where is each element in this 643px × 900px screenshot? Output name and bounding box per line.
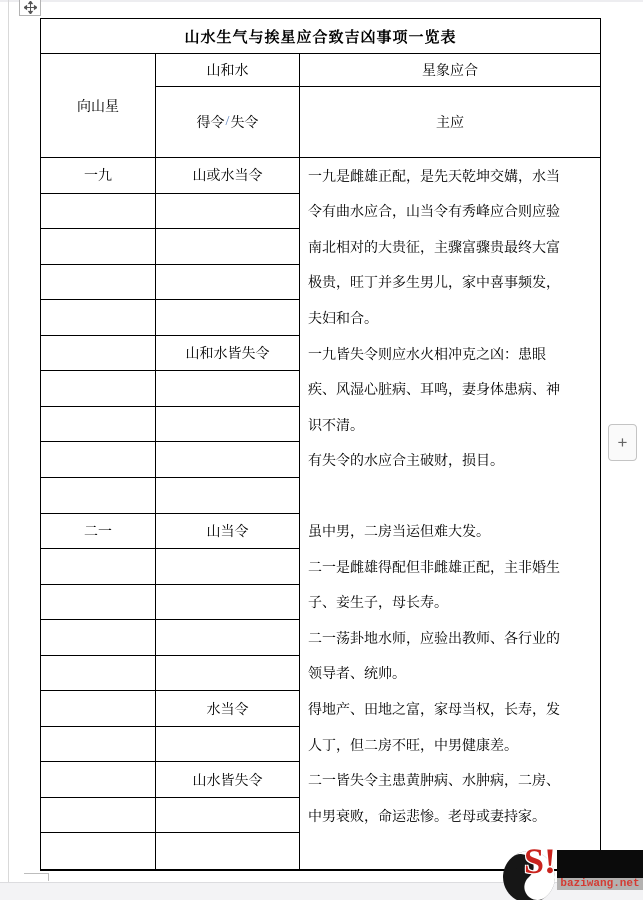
star-cell[interactable] xyxy=(41,656,155,692)
page-top-edge xyxy=(0,0,643,2)
star-cell[interactable] xyxy=(41,407,155,443)
header-xiangshanxing[interactable]: 向山星 xyxy=(41,54,156,157)
condition-cell[interactable] xyxy=(156,300,299,336)
description-line[interactable]: 一九是雌雄正配，是先天乾坤交媾，水当 xyxy=(308,169,560,185)
header-shanheshui[interactable]: 山和水 xyxy=(156,54,299,87)
header-zhuying[interactable]: 主应 xyxy=(436,116,464,132)
star-cell[interactable] xyxy=(41,300,155,336)
condition-cell[interactable]: 山和水皆失令 xyxy=(156,336,299,372)
description-line[interactable]: 夫妇和合。 xyxy=(308,312,378,328)
description-line[interactable]: 疾、风湿心脏病、耳鸣，妻身体患病、神 xyxy=(308,383,560,399)
table-move-handle[interactable] xyxy=(19,0,41,16)
watermark-bar xyxy=(557,850,643,878)
column-condition xyxy=(156,158,300,869)
star-cell[interactable] xyxy=(41,442,155,478)
condition-cell[interactable] xyxy=(156,194,299,230)
star-cell[interactable] xyxy=(41,691,155,727)
condition-cell[interactable] xyxy=(156,585,299,621)
star-cell[interactable] xyxy=(41,798,155,834)
description-line[interactable]: 二一是雌雄得配但非雌雄正配，主非婚生 xyxy=(308,560,560,576)
condition-cell[interactable]: 山当令 xyxy=(156,514,299,550)
column-description xyxy=(300,158,600,869)
condition-cell[interactable] xyxy=(156,442,299,478)
fengshui-table xyxy=(40,18,601,871)
condition-cell[interactable] xyxy=(156,656,299,692)
condition-cell[interactable] xyxy=(156,833,299,869)
condition-cell[interactable] xyxy=(156,620,299,656)
page-left-edge xyxy=(8,0,9,882)
header-col3 xyxy=(300,54,600,157)
star-cell[interactable] xyxy=(41,336,155,372)
header-deling-shiling[interactable] xyxy=(156,87,299,157)
description-line[interactable]: 识不清。 xyxy=(308,418,364,434)
condition-cell[interactable]: 山水皆失令 xyxy=(156,762,299,798)
header-col2 xyxy=(156,54,300,157)
description-line[interactable]: 中男衰败，命运悲惨。老母或妻持家。 xyxy=(308,809,546,825)
table-title[interactable]: 山水生气与挨星应合致吉凶事项一览表 xyxy=(41,19,600,54)
star-cell[interactable] xyxy=(41,549,155,585)
header-shiling: 失令 xyxy=(230,116,259,132)
star-cell[interactable] xyxy=(41,833,155,869)
description-line[interactable]: 一九皆失令则应水火相冲克之凶：患眼 xyxy=(308,347,546,363)
insert-plus-button[interactable]: + xyxy=(608,424,637,461)
header-slash: / xyxy=(225,114,230,130)
star-cell[interactable] xyxy=(41,371,155,407)
condition-cell[interactable] xyxy=(156,229,299,265)
condition-cell[interactable] xyxy=(156,798,299,834)
description-line[interactable]: 虽中男，二房当运但难大发。 xyxy=(308,525,490,541)
condition-cell[interactable] xyxy=(156,478,299,514)
description-line[interactable]: 有失令的水应合主破财，损目。 xyxy=(308,454,504,470)
table-header xyxy=(41,54,600,158)
description-line[interactable]: 二一荡卦地水师，应验出教师、各行业的 xyxy=(308,631,560,647)
star-cell[interactable] xyxy=(41,229,155,265)
description-line[interactable]: 得地产、田地之富，家母当权，长寿，发 xyxy=(308,703,560,719)
watermark xyxy=(498,841,643,900)
header-xingxiang[interactable]: 星象应合 xyxy=(300,54,600,87)
star-cell[interactable] xyxy=(41,620,155,656)
table-body xyxy=(41,158,600,869)
star-cell[interactable] xyxy=(41,194,155,230)
description-line[interactable]: 极贵，旺丁并多生男儿，家中喜事频发， xyxy=(308,276,560,292)
condition-cell[interactable] xyxy=(156,371,299,407)
description-line[interactable]: 二一皆失令主患黄肿病、水肿病，二房、 xyxy=(308,774,560,790)
margin-crop-mark xyxy=(24,873,49,881)
description-line[interactable]: 令有曲水应合，山当令有秀峰应合则应验 xyxy=(308,205,560,221)
condition-cell[interactable]: 水当令 xyxy=(156,691,299,727)
star-cell[interactable] xyxy=(41,727,155,763)
condition-cell[interactable] xyxy=(156,265,299,301)
star-cell[interactable]: 二一 xyxy=(41,514,155,550)
condition-cell[interactable] xyxy=(156,549,299,585)
description-line[interactable]: 领导者、统帅。 xyxy=(308,667,406,683)
description-line[interactable] xyxy=(300,478,600,514)
star-cell[interactable]: 一九 xyxy=(41,158,155,194)
star-cell[interactable] xyxy=(41,265,155,301)
condition-cell[interactable] xyxy=(156,407,299,443)
header-deling: 得令 xyxy=(196,116,225,132)
watermark-site-url: baziwang.net xyxy=(557,878,643,890)
condition-cell[interactable] xyxy=(156,727,299,763)
star-cell[interactable] xyxy=(41,585,155,621)
description-line[interactable]: 人丁，但二房不旺，中男健康差。 xyxy=(308,738,518,754)
description-line[interactable]: 南北相对的大贵征，主骤富骤贵最终大富 xyxy=(308,240,560,256)
condition-cell[interactable]: 山或水当令 xyxy=(156,158,299,194)
description-line[interactable]: 子、妾生子，母长寿。 xyxy=(308,596,448,612)
star-cell[interactable] xyxy=(41,762,155,798)
column-star xyxy=(41,158,156,869)
star-cell[interactable] xyxy=(41,478,155,514)
move-arrows-icon xyxy=(24,1,37,14)
watermark-logo-text: S! xyxy=(524,841,557,881)
